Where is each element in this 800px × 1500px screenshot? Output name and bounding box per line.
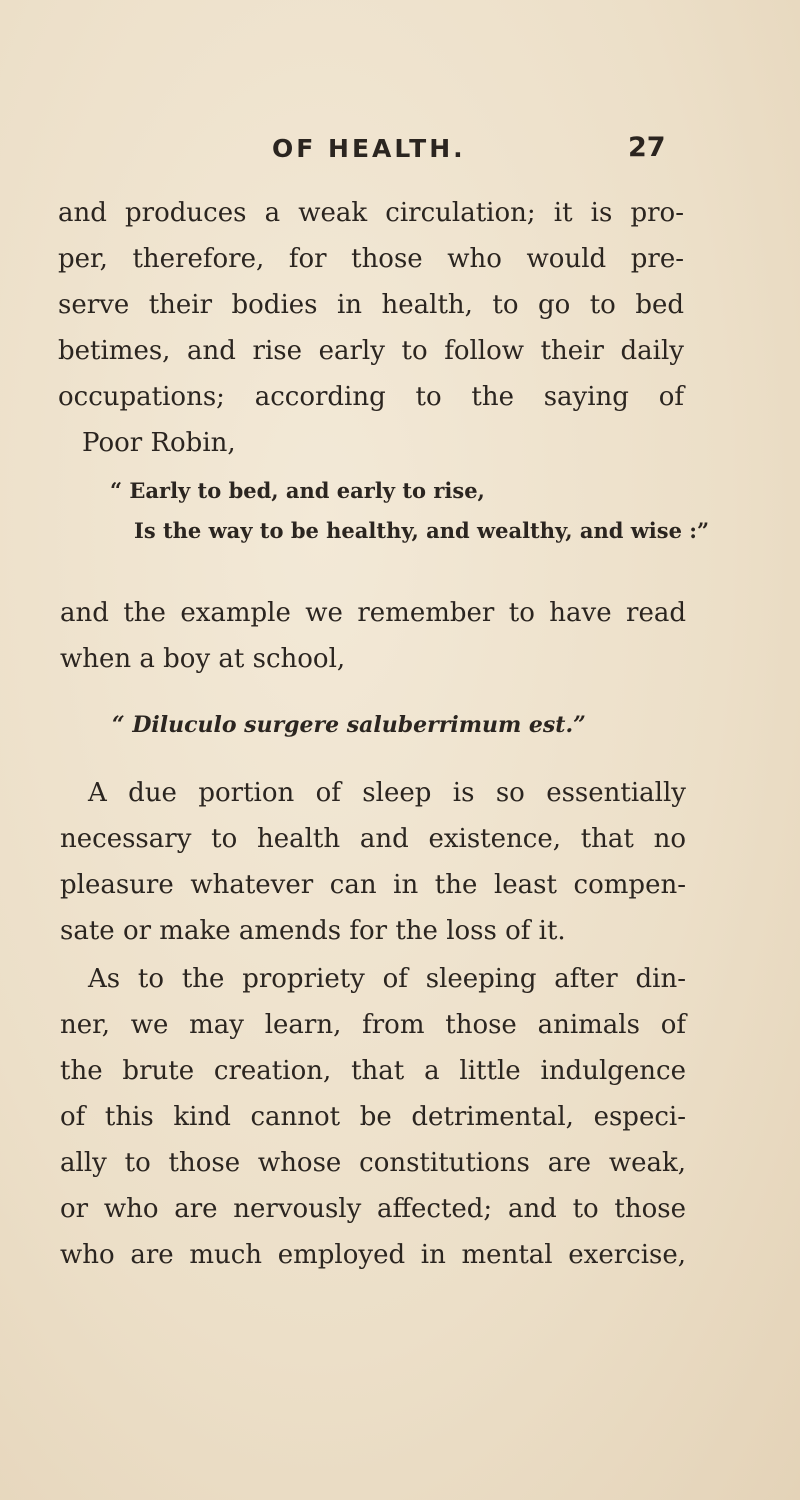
verse-line: “ Early to bed, and early to rise, — [110, 478, 485, 503]
text-line: Poor Robin, — [82, 428, 236, 458]
text-line: the brute creation, that a little indulgence — [60, 1056, 686, 1086]
latin-quote: “ Diluculo surgere saluberrimum est.” — [112, 712, 586, 738]
text-line: when a boy at school, — [60, 644, 346, 674]
text-line: As to the propriety of sleeping after din- — [88, 964, 686, 994]
text-line: of this kind cannot be detrimental, especi- — [60, 1102, 686, 1132]
text-line: ally to those whose constitutions are weak, — [60, 1148, 686, 1178]
verse-line: Is the way to be healthy, and wealthy, and wise :” — [134, 518, 710, 543]
text-line: necessary to health and existence, that no — [60, 824, 686, 854]
text-line: per, therefore, for those who would pre- — [58, 244, 684, 274]
text-line: and the example we remember to have read — [60, 598, 686, 628]
running-head: OF HEALTH. — [272, 134, 466, 163]
text-line: occupations; according to the saying of — [58, 382, 684, 412]
text-line: pleasure whatever can in the least compen- — [60, 870, 686, 900]
text-line: A due portion of sleep is so essentially — [88, 778, 686, 808]
page-number: 27 — [628, 132, 666, 163]
text-line: who are much employed in mental exercise, — [60, 1240, 686, 1270]
text-line: sate or make amends for the loss of it. — [60, 916, 566, 946]
text-line: ner, we may learn, from those animals of — [60, 1010, 686, 1040]
text-line: betimes, and rise early to follow their daily — [58, 336, 684, 366]
page-header — [0, 128, 800, 168]
text-line: serve their bodies in health, to go to bed — [58, 290, 684, 320]
text-line: or who are nervously affected; and to those — [60, 1194, 686, 1224]
text-line: and produces a weak circulation; it is pro- — [58, 198, 684, 228]
